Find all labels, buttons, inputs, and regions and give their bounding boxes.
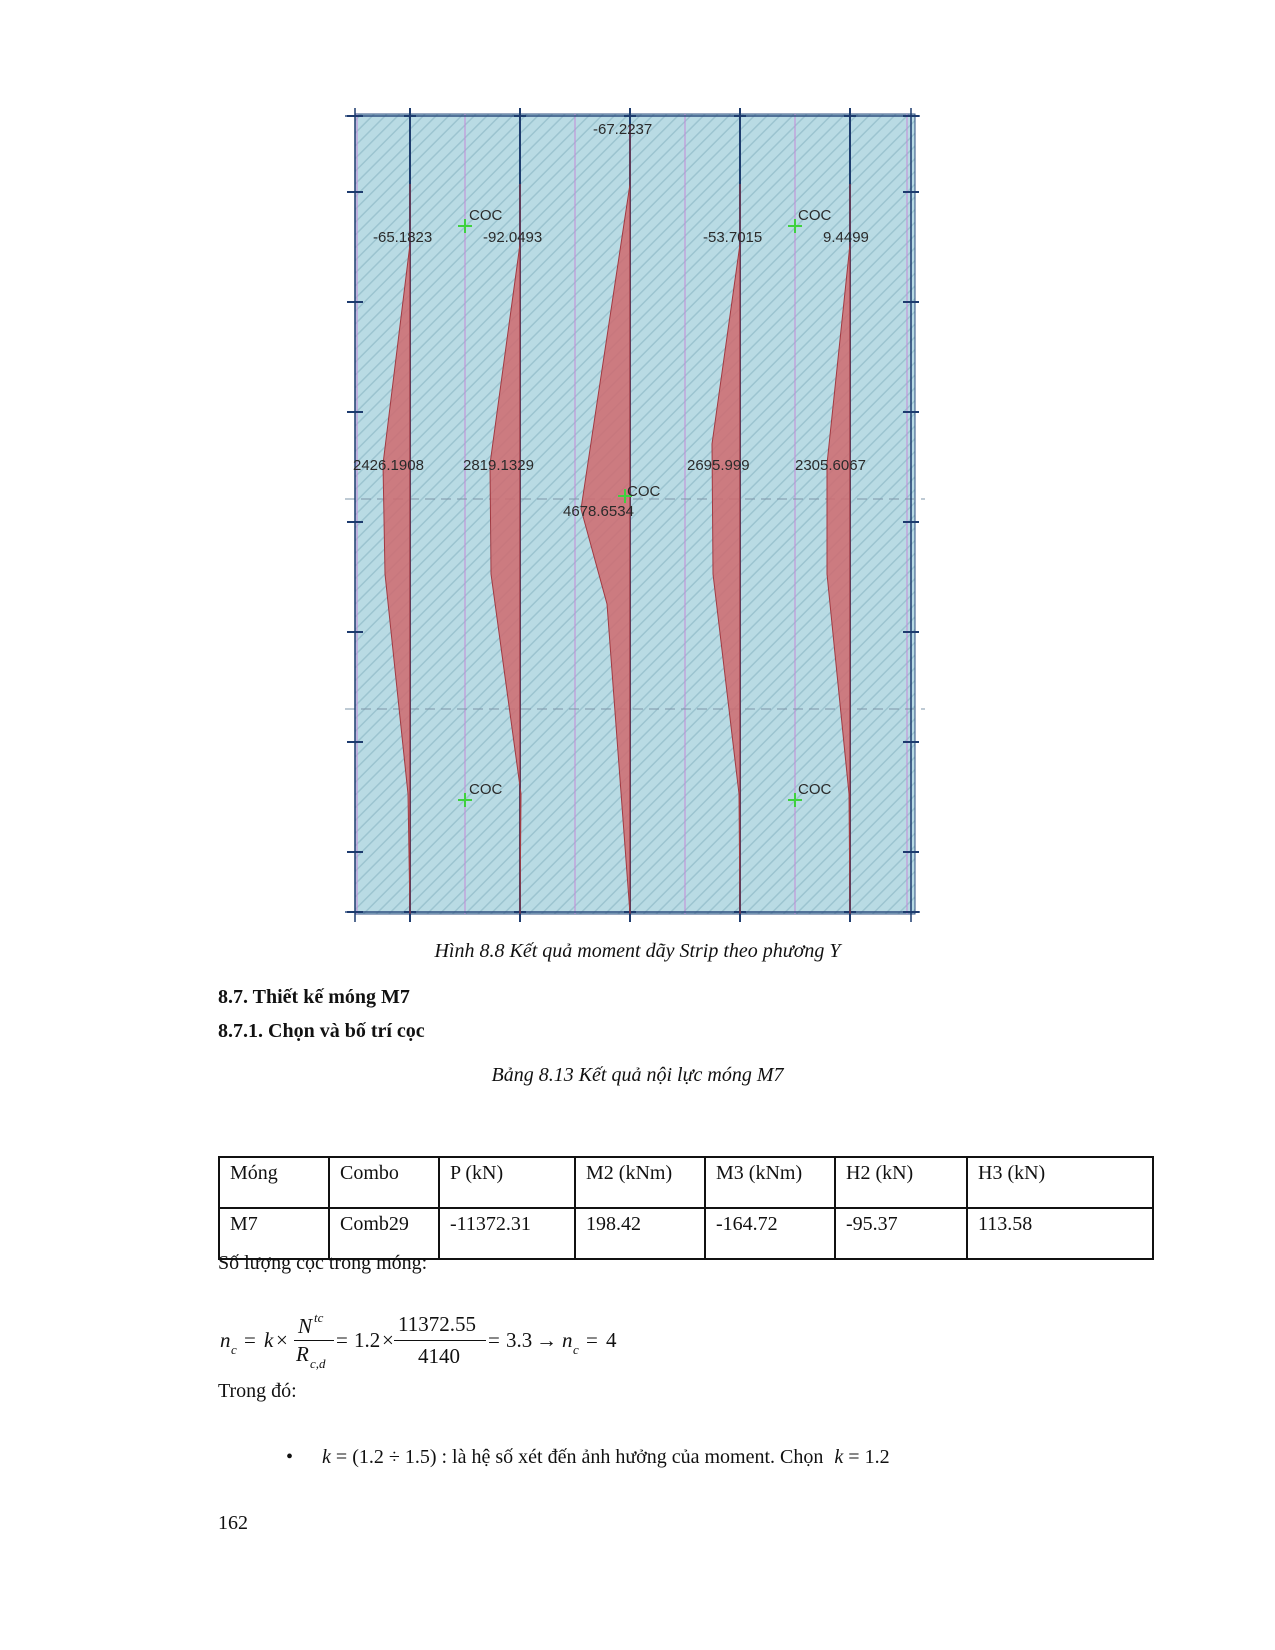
- header-cell: P (kN): [439, 1157, 575, 1208]
- formula-R: R: [296, 1342, 309, 1366]
- header-cell: M2 (kNm): [575, 1157, 705, 1208]
- moment-value-label: 4678.6534: [563, 503, 634, 520]
- header-cell: M3 (kNm): [705, 1157, 835, 1208]
- pile-label: COC: [469, 781, 503, 798]
- formula-n: n: [220, 1328, 231, 1352]
- moment-value-label: -92.0493: [483, 229, 543, 246]
- bullet-icon: •: [286, 1446, 294, 1468]
- formula-n: n: [562, 1328, 573, 1352]
- k-choice: 1.2: [864, 1446, 890, 1468]
- moment-value-label: 9.4499: [823, 229, 869, 246]
- formula-N: N: [298, 1314, 313, 1338]
- formula-result: 3.3: [506, 1328, 533, 1352]
- header-cell: H2 (kN): [835, 1157, 967, 1208]
- formula-times: ×: [382, 1328, 394, 1352]
- header-cell: Móng: [219, 1157, 329, 1208]
- formula-coef: 1.2: [354, 1328, 381, 1352]
- pile-label: COC: [798, 207, 832, 224]
- formula-times: ×: [276, 1328, 288, 1352]
- table-cell: -95.37: [835, 1208, 967, 1259]
- table-cell: M7: [219, 1208, 329, 1259]
- moment-value-label: 2305.6067: [795, 457, 866, 474]
- arrow-right-icon: →: [536, 1328, 557, 1352]
- formula-equals: =: [244, 1328, 256, 1352]
- formula-numerator: 11372.55: [398, 1312, 476, 1336]
- formula-n-sub: c: [231, 1342, 237, 1357]
- subsection-heading: 8.7.1. Chọn và bố trí cọc: [218, 1020, 425, 1042]
- table-cell: 198.42: [575, 1208, 705, 1259]
- moment-value-label: -65.1823: [373, 229, 433, 246]
- moment-value-label: 2426.1908: [353, 457, 424, 474]
- moment-value-label: -67.2237: [593, 121, 653, 138]
- table-header-row: [219, 1157, 1153, 1208]
- section-heading: 8.7. Thiết kế móng M7: [218, 986, 410, 1008]
- pile-label: COC: [627, 483, 661, 500]
- bullet-k: k: [322, 1446, 331, 1468]
- table-cell: -11372.31: [439, 1208, 575, 1259]
- formula-k: k: [264, 1328, 274, 1352]
- formula-denominator: 4140: [418, 1344, 460, 1368]
- moment-value-label: -53.7015: [703, 229, 763, 246]
- pile-count-text: Số lượng cọc trong móng:: [218, 1252, 428, 1274]
- formula-R-sub: c,d: [310, 1356, 326, 1371]
- strip-moment-diagram: [345, 104, 925, 926]
- header-cell: H3 (kN): [967, 1157, 1153, 1208]
- header-cell: Combo: [329, 1157, 439, 1208]
- table-cell: Comb29: [329, 1208, 439, 1259]
- k-range: (1.2 ÷ 1.5): [352, 1446, 437, 1468]
- table-caption: Bảng 8.13 Kết quả nội lực móng M7: [491, 1064, 784, 1086]
- moment-value-label: 2819.1329: [463, 457, 534, 474]
- pile-label: COC: [798, 781, 832, 798]
- page-number: 162: [218, 1512, 248, 1534]
- formula-N-sup: tc: [314, 1310, 324, 1325]
- fraction-bar-2: [394, 1340, 486, 1341]
- bullet-k: k: [834, 1446, 844, 1468]
- results-table: [218, 1156, 1154, 1260]
- table-cell: 113.58: [967, 1208, 1153, 1259]
- formula-final: 4: [606, 1328, 617, 1352]
- formula-n-sub: c: [573, 1342, 579, 1357]
- bullet-item: • k = (1.2 ÷ 1.5) : là hệ số xét đến ảnh hưởng của moment. Chọn k = 1.2: [286, 1446, 890, 1468]
- moment-value-label: 2695.999: [687, 457, 750, 474]
- formula-equals: =: [336, 1328, 348, 1352]
- figure-caption: Hình 8.8 Kết quả moment dãy Strip theo phương Y: [434, 940, 841, 962]
- fraction-bar-1: [294, 1340, 334, 1341]
- where-text: Trong đó:: [218, 1380, 297, 1402]
- formula-equals: =: [488, 1328, 500, 1352]
- pile-label: COC: [469, 207, 503, 224]
- pile-count-formula: [220, 1308, 820, 1371]
- bullet-text: : là hệ số xét đến ảnh hưởng của moment. Chọn: [441, 1446, 824, 1468]
- table-cell: -164.72: [705, 1208, 835, 1259]
- formula-equals: =: [586, 1328, 598, 1352]
